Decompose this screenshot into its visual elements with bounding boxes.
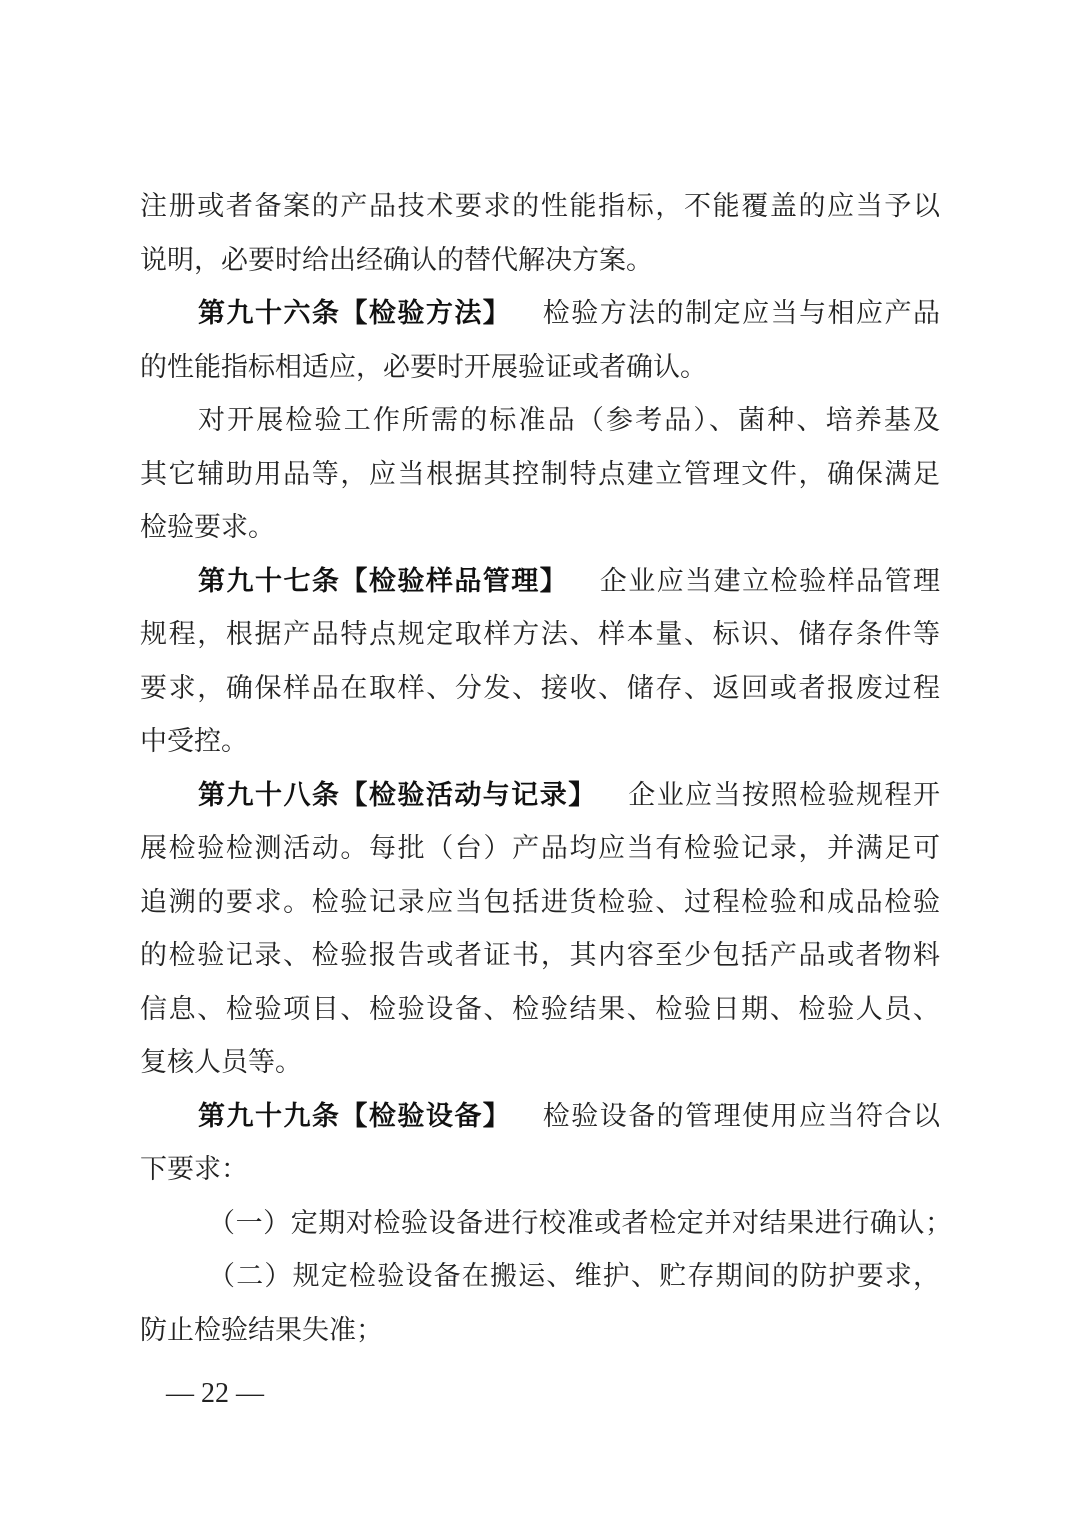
list-item: （一）定期对检验设备进行校准或者检定并对结果进行确认； [208, 1208, 952, 1239]
paragraph-line: 下要求： [140, 1154, 248, 1185]
paragraph-line: 其它辅助用品等，应当根据其控制特点建立管理文件，确保满足 [140, 459, 940, 490]
article-heading: 第九十七条【检验样品管理】 [198, 566, 569, 597]
paragraph-line: 的检验记录、检验报告或者证书，其内容至少包括产品或者物料 [140, 940, 940, 971]
paragraph-line: 对开展检验工作所需的标准品（参考品）、菌种、培养基及 [198, 405, 940, 436]
list-item: （二）规定检验设备在搬运、维护、贮存期间的防护要求， [208, 1261, 940, 1292]
paragraph-line: 要求，确保样品在取样、分发、接收、储存、返回或者报废过程 [140, 673, 940, 704]
article-99-line [198, 1092, 940, 1142]
article-text: 检验方法的制定应当与相应产品 [541, 298, 941, 329]
paragraph-line: 信息、检验项目、检验设备、检验结果、检验日期、检验人员、 [140, 994, 940, 1025]
article-heading: 第九十九条【检验设备】 [198, 1101, 512, 1132]
paragraph-line: 检验要求。 [140, 512, 275, 543]
paragraph-line: 的性能指标相适应，必要时开展验证或者确认。 [140, 352, 707, 383]
paragraph-line: 中受控。 [140, 726, 248, 757]
paragraph-line: 说明，必要时给出经确认的替代解决方案。 [140, 245, 653, 276]
article-97-line [198, 557, 940, 607]
article-98-line [198, 771, 940, 821]
paragraph-line: 展检验检测活动。每批（台）产品均应当有检验记录，并满足可 [140, 833, 940, 864]
paragraph-line: 追溯的要求。检验记录应当包括进货检验、过程检验和成品检验 [140, 887, 940, 918]
paragraph-line: 复核人员等。 [140, 1047, 302, 1078]
article-text: 企业应当按照检验规程开 [626, 780, 941, 811]
page-number: — 22 — [166, 1378, 264, 1409]
paragraph-line: 注册或者备案的产品技术要求的性能指标，不能覆盖的应当予以 [140, 191, 940, 222]
paragraph-line: 规程，根据产品特点规定取样方法、样本量、标识、储存条件等 [140, 619, 940, 650]
article-heading: 第九十六条【检验方法】 [198, 298, 512, 329]
paragraph-line: 防止检验结果失准； [140, 1315, 383, 1346]
article-96-line [198, 289, 940, 339]
article-text: 企业应当建立检验样品管理 [598, 566, 941, 597]
article-text: 检验设备的管理使用应当符合以 [541, 1101, 941, 1132]
article-heading: 第九十八条【检验活动与记录】 [198, 780, 597, 811]
